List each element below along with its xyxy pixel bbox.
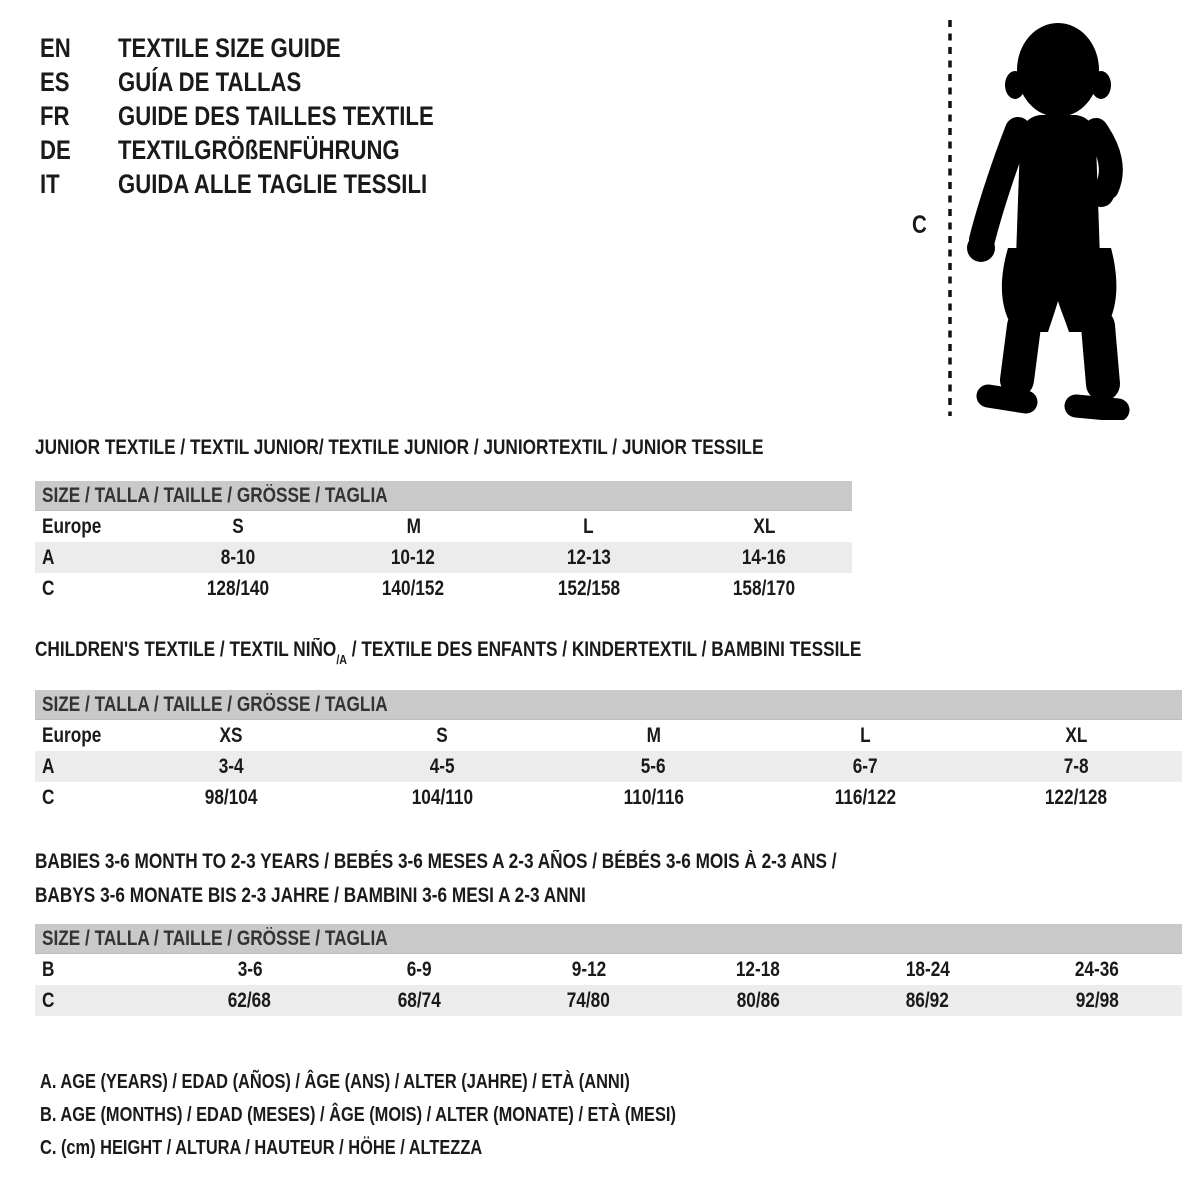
- table-row-age-years: [35, 751, 1182, 782]
- row-label: C: [42, 576, 55, 600]
- table-row-age-months: [35, 954, 1182, 985]
- height-value: 92/98: [1075, 988, 1119, 1012]
- table-row-age-years: [35, 542, 852, 573]
- measurement-legend: [40, 1066, 816, 1165]
- toddler-right-arm: [1096, 130, 1111, 188]
- toddler-right-hand: [1088, 181, 1114, 207]
- row-label: B: [42, 957, 55, 981]
- language-row-en: [40, 31, 503, 65]
- size-value: S: [436, 723, 448, 747]
- table-row-height-cm: [35, 782, 1182, 813]
- size-value: XS: [219, 723, 243, 747]
- babies-section-heading-line2: BABYS 3-6 MONATE BIS 2-3 JAHRE / BAMBINI 3-6 MESI A 2-3 ANNI: [35, 884, 586, 907]
- language-row-it: [40, 167, 503, 201]
- height-value: 62/68: [228, 988, 272, 1012]
- size-value: M: [646, 723, 661, 747]
- children-size-table: [35, 690, 1182, 813]
- age-months-value: 3-6: [237, 957, 263, 981]
- size-value: XL: [1065, 723, 1088, 747]
- row-label: A: [42, 545, 55, 569]
- legend-height-cm: C. (cm) HEIGHT / ALTURA / HAUTEUR / HÖHE / ALTEZZA: [40, 1137, 483, 1159]
- size-value: XL: [753, 514, 776, 538]
- age-months-value: 9-12: [571, 957, 606, 981]
- language-row-es: [40, 65, 503, 99]
- guide-title-en: TEXTILE SIZE GUIDE: [118, 32, 341, 63]
- size-value: M: [406, 514, 421, 538]
- toddler-head: [1017, 23, 1099, 117]
- age-value: 10-12: [391, 545, 436, 569]
- size-header-label: SIZE / TALLA / TAILLE / GRÖSSE / TAGLIA: [42, 483, 388, 507]
- guide-title-fr: GUIDE DES TAILLES TEXTILE: [118, 100, 434, 131]
- children-section-heading: [35, 639, 861, 668]
- age-value: 7-8: [1063, 754, 1089, 778]
- size-header-bar: [35, 481, 852, 511]
- height-value: 98/104: [204, 785, 258, 809]
- size-value: L: [583, 514, 595, 538]
- children-heading-post: / TEXTILE DES ENFANTS / KINDERTEXTIL / BAMBINI TESSILE: [346, 638, 862, 661]
- size-header-label: SIZE / TALLA / TAILLE / GRÖSSE / TAGLIA: [42, 692, 388, 716]
- age-value: 3-4: [218, 754, 244, 778]
- age-value: 5-6: [641, 754, 666, 778]
- age-months-value: 24-36: [1075, 957, 1120, 981]
- language-row-fr: [40, 99, 503, 133]
- language-row-de: [40, 133, 503, 167]
- children-heading-sub: /A: [336, 652, 347, 668]
- table-row-europe: [35, 720, 1182, 751]
- babies-section-heading-line1: BABIES 3-6 MONTH TO 2-3 YEARS / BEBÉS 3-6 MESES A 2-3 AÑOS / BÉBÉS 3-6 MOIS À 2-3 ANS /: [35, 850, 837, 873]
- age-value: 12-13: [566, 545, 611, 569]
- height-value: 152/158: [557, 576, 620, 600]
- guide-title-it: GUIDA ALLE TAGLIE TESSILI: [118, 168, 428, 199]
- height-value: 110/116: [623, 785, 684, 809]
- age-value: 14-16: [742, 545, 787, 569]
- size-value: L: [859, 723, 871, 747]
- language-code: DE: [40, 134, 71, 165]
- language-title-list: [40, 31, 503, 201]
- junior-size-table: [35, 481, 852, 604]
- row-label: C: [42, 988, 55, 1012]
- row-label: Europe: [42, 723, 102, 747]
- size-header-label: SIZE / TALLA / TAILLE / GRÖSSE / TAGLIA: [42, 926, 388, 950]
- size-value: S: [231, 514, 244, 538]
- language-code: FR: [40, 100, 70, 131]
- language-code: EN: [40, 32, 71, 63]
- language-code: ES: [40, 66, 70, 97]
- legend-age-months: B. AGE (MONTHS) / EDAD (MESES) / ÂGE (MOIS) / ALTER (MONATE) / ETÀ (MESI): [40, 1104, 676, 1126]
- height-value: 128/140: [206, 576, 269, 600]
- size-header-bar: [35, 690, 1182, 720]
- height-value: 116/122: [834, 785, 896, 809]
- toddler-right-leg: [1098, 326, 1103, 384]
- toddler-left-leg: [1017, 326, 1024, 380]
- toddler-left-foot: [988, 396, 1026, 402]
- size-header-bar: [35, 924, 1182, 954]
- guide-title-es: GUÍA DE TALLAS: [118, 66, 302, 97]
- babies-size-table: [35, 924, 1182, 1016]
- height-measure-dashed-line-icon: [946, 18, 954, 418]
- toddler-shape: [967, 23, 1118, 410]
- figure-height-label: C: [912, 211, 927, 239]
- height-value: 74/80: [567, 988, 611, 1012]
- height-value: 140/152: [382, 576, 445, 600]
- height-value: 86/92: [906, 988, 950, 1012]
- height-value: 68/74: [397, 988, 441, 1012]
- toddler-left-ear: [1005, 71, 1025, 99]
- junior-section-heading: JUNIOR TEXTILE / TEXTIL JUNIOR/ TEXTILE JUNIOR / JUNIORTEXTIL / JUNIOR TESSILE: [35, 436, 764, 459]
- toddler-left-hand: [967, 234, 995, 262]
- row-label: Europe: [42, 514, 102, 538]
- height-value: 158/170: [733, 576, 796, 600]
- height-value: 104/110: [411, 785, 473, 809]
- toddler-silhouette-icon: [960, 18, 1146, 420]
- language-code: IT: [40, 168, 60, 199]
- height-value: 122/128: [1045, 785, 1108, 809]
- age-months-value: 18-24: [905, 957, 950, 981]
- row-label: C: [42, 785, 55, 809]
- table-row-europe: [35, 511, 852, 542]
- toddler-right-foot: [1076, 406, 1118, 410]
- age-months-value: 12-18: [736, 957, 781, 981]
- age-value: 6-7: [852, 754, 878, 778]
- age-value: 4-5: [429, 754, 455, 778]
- toddler-left-arm: [982, 130, 1018, 240]
- age-months-value: 6-9: [406, 957, 432, 981]
- guide-title-de: TEXTILGRÖßENFÜHRUNG: [118, 134, 400, 165]
- table-row-height-cm: [35, 573, 852, 604]
- row-label: A: [42, 754, 55, 778]
- height-value: 80/86: [736, 988, 780, 1012]
- table-row-height-cm: [35, 985, 1182, 1016]
- legend-age-years: A. AGE (YEARS) / EDAD (AÑOS) / ÂGE (ANS) / ALTER (JAHRE) / ETÀ (ANNI): [40, 1071, 630, 1093]
- children-heading-pre: CHILDREN'S TEXTILE / TEXTIL NIÑO: [35, 638, 337, 661]
- age-value: 8-10: [220, 545, 255, 569]
- toddler-right-ear: [1091, 71, 1111, 99]
